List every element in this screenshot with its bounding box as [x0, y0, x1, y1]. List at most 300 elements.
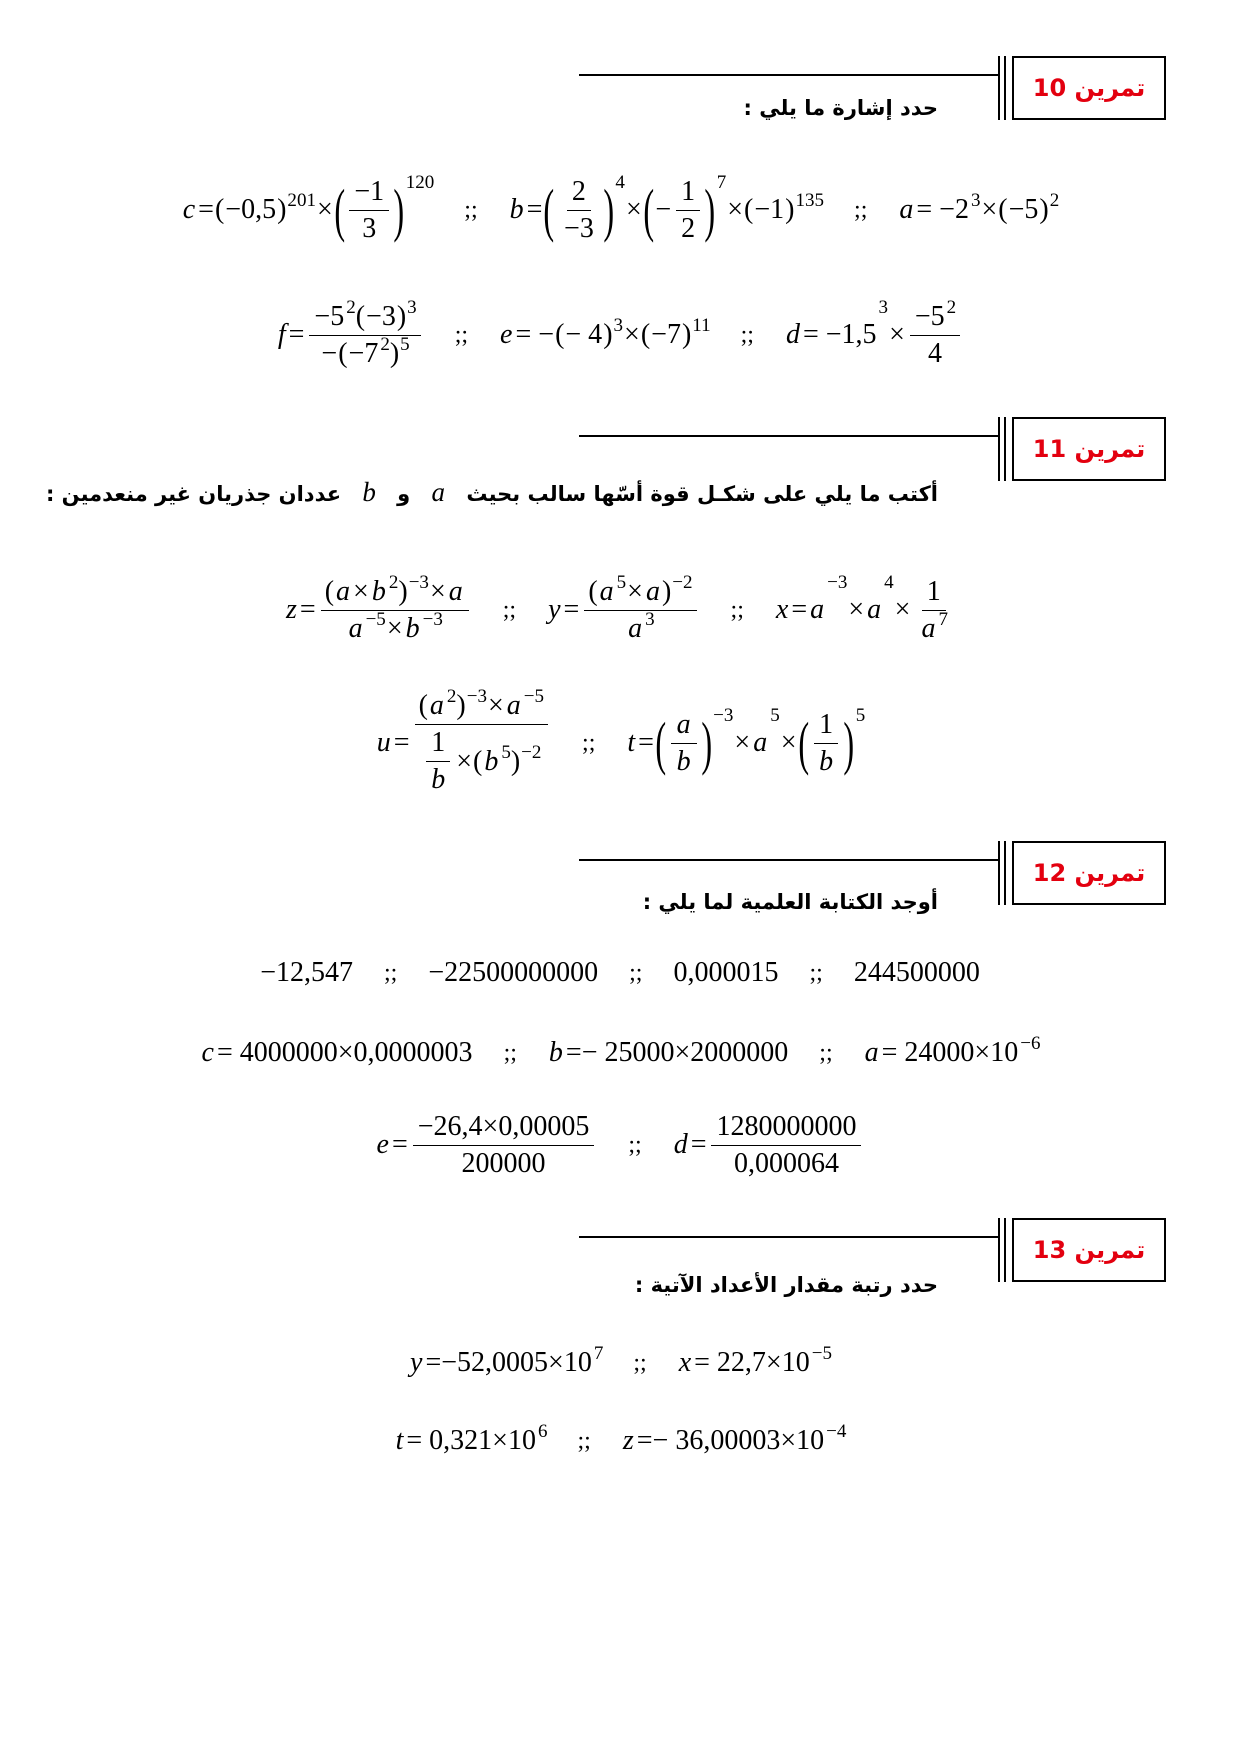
- exponent: 2: [388, 571, 399, 593]
- math-text: ×: [627, 575, 643, 607]
- exercise-10-instruction: حدد إشارة ما يلي :: [743, 96, 938, 120]
- group-content: [334, 571, 399, 608]
- fraction: [309, 296, 420, 370]
- divider-bar: [998, 56, 1000, 120]
- math-row: [0, 688, 1240, 798]
- math-variable: b: [431, 764, 446, 795]
- math-expression: [508, 171, 825, 245]
- math-text: −3: [366, 300, 396, 332]
- exponent: 5: [501, 741, 511, 763]
- group-content: [365, 301, 397, 333]
- exponent: −2: [672, 571, 693, 593]
- numerator: [426, 727, 450, 762]
- math-variable: b: [548, 1037, 563, 1068]
- left-paren: (: [338, 337, 348, 369]
- math-variable: b: [676, 745, 691, 777]
- fraction: [915, 576, 952, 645]
- math-text: = 24000×10: [881, 1037, 1019, 1068]
- exponent: 11: [692, 315, 711, 337]
- math-variable: a: [336, 575, 351, 607]
- exponent: 135: [795, 190, 825, 212]
- exponent: 7: [938, 608, 948, 630]
- math-text: =: [393, 727, 410, 758]
- denominator: [559, 211, 599, 245]
- math-row: [0, 950, 1240, 996]
- exercise-title: تمرين 11: [1012, 417, 1166, 481]
- math-expression: [259, 957, 354, 989]
- denominator: [425, 762, 451, 796]
- exponent: −3: [827, 571, 848, 593]
- math-text: ×: [624, 319, 640, 350]
- denominator: [357, 211, 381, 245]
- denominator: [622, 608, 659, 645]
- parenthesized-group: [473, 741, 542, 778]
- math-text: =: [638, 727, 654, 758]
- left-paren: (: [998, 194, 1008, 225]
- math-variable: a: [864, 1037, 879, 1068]
- left-paren: (: [640, 319, 651, 350]
- math-row: [0, 1030, 1240, 1076]
- math-row: [0, 1105, 1240, 1185]
- fraction: [584, 571, 696, 645]
- math-text: = 22,7×10: [694, 1347, 810, 1378]
- exponent: −5: [811, 1343, 832, 1365]
- math-text: −7: [348, 337, 379, 369]
- exponent: 6: [537, 1421, 548, 1443]
- fraction: [711, 1111, 861, 1180]
- math-text: =− 36,00003×10: [636, 1425, 825, 1456]
- math-variable: b: [819, 745, 834, 777]
- math-expression: [200, 1037, 474, 1069]
- separator: ;;: [454, 321, 469, 348]
- instruction-text: و: [397, 482, 411, 506]
- exponent: 4: [884, 571, 894, 593]
- math-row: [0, 560, 1240, 660]
- exercise-title: تمرين 10: [1012, 56, 1166, 120]
- exponent: −4: [826, 1421, 847, 1443]
- parenthesized-group: [214, 190, 316, 226]
- numerator: [671, 709, 697, 744]
- exponent: −2: [521, 741, 542, 763]
- parenthesized-group: [744, 190, 825, 226]
- math-row: [0, 1340, 1240, 1386]
- math-variable: a: [810, 594, 825, 625]
- math-variable: u: [376, 727, 391, 758]
- math-expression: [427, 957, 599, 989]
- math-text: ×: [981, 194, 998, 225]
- right-paren: ): [398, 575, 408, 607]
- parenthesized-group: [543, 171, 625, 245]
- exponent: 3: [878, 296, 889, 318]
- parenthesized-group: [588, 571, 693, 608]
- left-paren: (: [643, 177, 654, 243]
- math-text: −: [655, 194, 672, 225]
- math-text: 1: [819, 708, 834, 740]
- fraction: [321, 571, 469, 645]
- left-paren: (: [588, 575, 598, 607]
- exercise-11-instruction: [46, 477, 938, 508]
- math-variable: y: [548, 594, 561, 625]
- math-text: −5: [1008, 194, 1039, 225]
- exponent: 7: [716, 171, 727, 193]
- numerator: [814, 709, 838, 744]
- math-text: ×: [456, 745, 472, 777]
- math-expression: [284, 571, 473, 645]
- left-paren: (: [214, 194, 225, 225]
- parenthesized-group: [418, 686, 487, 722]
- math-variable: e: [500, 319, 513, 350]
- parenthesized-group: [338, 333, 410, 370]
- math-text: =: [391, 1129, 408, 1160]
- divider-bar: [1004, 841, 1006, 905]
- exponent: 2: [346, 296, 356, 318]
- numerator: [309, 296, 420, 336]
- parenthesized-group: [998, 190, 1060, 226]
- exercise-13-header: [0, 1218, 1240, 1282]
- left-paren: (: [418, 690, 428, 721]
- fraction: [559, 176, 599, 245]
- math-expression: [863, 1033, 1041, 1069]
- math-text: ×: [429, 575, 446, 607]
- math-variable: a: [645, 575, 660, 607]
- fraction: [813, 709, 839, 778]
- math-text: 1: [681, 175, 696, 207]
- separator: ;;: [502, 596, 517, 623]
- group-content: [598, 571, 662, 608]
- math-variable: b: [509, 194, 524, 225]
- denominator: [457, 1146, 551, 1180]
- separator: ;;: [730, 596, 744, 623]
- math-text: −1: [354, 175, 385, 207]
- group-content: [345, 176, 393, 245]
- math-text: 0,000064: [733, 1147, 839, 1179]
- denominator: [729, 1146, 844, 1180]
- exercise-title: تمرين 13: [1012, 1218, 1166, 1282]
- divider-line: [579, 1236, 998, 1238]
- separator: ;;: [383, 959, 398, 986]
- group-content: [809, 709, 843, 778]
- left-paren: (: [543, 177, 555, 243]
- parenthesized-group: [655, 704, 734, 778]
- fraction: [676, 176, 700, 245]
- math-variable: c: [182, 194, 196, 225]
- right-paren: ): [704, 177, 716, 243]
- fraction: [413, 1111, 595, 1180]
- separator: ;;: [464, 196, 478, 223]
- exponent: 4: [615, 171, 625, 193]
- group-content: [753, 194, 785, 226]
- math-expression: [677, 1343, 832, 1379]
- math-text: =: [563, 594, 580, 625]
- group-content: [564, 319, 603, 351]
- exponent: 2: [1049, 190, 1060, 212]
- math-text: 2: [571, 175, 586, 207]
- math-text: −5: [914, 300, 945, 332]
- exponent: 3: [645, 608, 655, 630]
- math-text: =: [791, 594, 808, 625]
- left-paren: (: [555, 319, 565, 350]
- math-text: ×: [734, 727, 751, 758]
- math-variable: d: [785, 319, 800, 350]
- math-variable: b: [405, 612, 420, 644]
- denominator: [923, 336, 947, 370]
- math-variable: a: [448, 575, 463, 607]
- math-text: =: [690, 1129, 707, 1160]
- math-text: −1: [754, 194, 785, 225]
- math-text: =: [198, 194, 214, 225]
- separator: ;;: [628, 1131, 642, 1158]
- group-content: [654, 176, 704, 245]
- left-paren: (: [655, 710, 667, 776]
- math-text: ×: [625, 194, 642, 225]
- fraction: [671, 709, 697, 778]
- divider-line: [579, 74, 998, 76]
- exponent: 5: [770, 704, 780, 726]
- right-paren: ): [389, 337, 400, 369]
- exponent: −3: [466, 686, 487, 708]
- parenthesized-group: [355, 296, 417, 333]
- math-text: 1280000000: [716, 1110, 857, 1142]
- math-variable: a: [921, 612, 936, 644]
- math-text: ×: [316, 194, 333, 225]
- group-content: [667, 709, 701, 778]
- math-expression: [394, 1421, 548, 1457]
- denominator: [915, 608, 952, 645]
- right-paren: ): [1039, 194, 1049, 225]
- separator: ;;: [503, 1039, 517, 1066]
- math-expression: [181, 171, 435, 245]
- math-expression: [625, 704, 866, 778]
- math-text: = 4000000×0,0000003: [216, 1037, 473, 1068]
- right-paren: ): [700, 710, 712, 776]
- fraction: [349, 176, 389, 245]
- math-variable: e: [376, 1129, 389, 1160]
- numerator: [676, 176, 700, 211]
- math-text: ×: [727, 194, 744, 225]
- math-expression: [774, 571, 956, 645]
- math-text: ×: [894, 594, 911, 625]
- math-text: −5: [314, 300, 345, 332]
- right-paren: ): [843, 710, 855, 776]
- separator: ;;: [854, 196, 868, 223]
- separator: ;;: [740, 321, 754, 348]
- math-text: 1: [431, 727, 446, 758]
- right-paren: ): [396, 300, 407, 332]
- exponent: 7: [593, 1343, 604, 1365]
- divider-line: [579, 435, 998, 437]
- math-expression: [672, 1111, 866, 1180]
- separator: ;;: [633, 1349, 647, 1376]
- math-text: − 4: [565, 319, 603, 350]
- exponent: 120: [405, 171, 435, 193]
- math-variable: c: [201, 1037, 214, 1068]
- exponent: 5: [855, 704, 866, 726]
- math-expression: [375, 1111, 599, 1180]
- math-text: =: [288, 319, 305, 350]
- group-content: [482, 741, 511, 778]
- left-paren: (: [744, 194, 754, 225]
- left-paren: (: [334, 177, 345, 243]
- math-text: = −1,5: [802, 319, 877, 350]
- numerator: [910, 296, 960, 336]
- group-content: [555, 176, 603, 245]
- exponent: −5: [365, 608, 386, 630]
- denominator: [676, 211, 700, 245]
- left-paren: (: [324, 575, 335, 607]
- math-expression: [547, 1037, 789, 1069]
- math-text: 3: [362, 212, 377, 244]
- exponent: −6: [1020, 1033, 1041, 1055]
- divider-bar: [998, 841, 1000, 905]
- exponent: 3: [970, 190, 981, 212]
- math-expression: [897, 190, 1060, 226]
- math-text: −12,547: [260, 957, 353, 988]
- left-paren: (: [473, 745, 483, 777]
- math-variable: t: [627, 727, 636, 758]
- exercise-13-instruction: حدد رتبة مقدار الأعداد الآتية :: [634, 1273, 938, 1297]
- group-content: [224, 194, 277, 226]
- math-text: 200000: [461, 1147, 546, 1179]
- exponent: −3: [422, 608, 443, 630]
- math-variable: z: [622, 1425, 634, 1456]
- group-content: [1008, 194, 1040, 226]
- parenthesized-group: [643, 171, 727, 245]
- separator: ;;: [629, 959, 643, 986]
- exponent: 3: [613, 315, 624, 337]
- math-variable: a: [429, 690, 444, 721]
- exponent: 2: [380, 333, 390, 355]
- math-text: −: [321, 337, 338, 369]
- fraction: [425, 727, 451, 796]
- math-text: =: [526, 194, 543, 225]
- exponent: 3: [407, 296, 417, 318]
- variable-a: a: [431, 477, 446, 507]
- numerator: [584, 571, 696, 611]
- group-content: [428, 686, 457, 722]
- numerator: [321, 571, 469, 611]
- math-text: −22500000000: [428, 957, 599, 988]
- denominator: [671, 744, 697, 778]
- fraction: [415, 686, 548, 796]
- instruction-text: أكتب ما يلي على شكـل قوة أسّها سالب بحيث: [466, 482, 938, 506]
- math-expression: [546, 571, 700, 645]
- math-variable: a: [676, 708, 691, 740]
- math-variable: z: [286, 594, 297, 625]
- math-text: ×: [848, 594, 865, 625]
- math-variable: a: [867, 594, 882, 625]
- math-row: [0, 1418, 1240, 1464]
- math-text: =: [299, 594, 316, 625]
- exponent: −3: [408, 571, 429, 593]
- separator: ;;: [582, 729, 596, 756]
- math-variable: a: [628, 612, 643, 644]
- math-text: = −: [515, 319, 555, 350]
- exponent: −3: [713, 704, 734, 726]
- math-text: ×: [488, 690, 504, 721]
- instruction-text: عددان جذريان غير منعدمين :: [45, 482, 342, 506]
- separator: ;;: [577, 1427, 591, 1454]
- right-paren: ): [456, 690, 466, 721]
- denominator: [343, 608, 447, 645]
- divider-bar: [998, 417, 1000, 481]
- exponent: 2: [446, 686, 457, 708]
- variable-b: b: [362, 477, 376, 507]
- math-text: 4: [928, 337, 943, 369]
- parenthesized-group: [640, 315, 711, 351]
- right-paren: ): [661, 575, 672, 607]
- math-text: = −2: [916, 194, 969, 225]
- left-paren: (: [355, 300, 366, 332]
- divider-bar: [1004, 417, 1006, 481]
- math-variable: a: [348, 612, 363, 644]
- exercise-11-header: [0, 417, 1240, 481]
- divider-bar: [998, 1218, 1000, 1282]
- exercise-12-header: [0, 841, 1240, 905]
- numerator: [415, 686, 548, 725]
- denominator: [316, 333, 413, 370]
- math-variable: t: [395, 1425, 404, 1456]
- numerator: [922, 576, 946, 611]
- math-variable: b: [371, 575, 386, 607]
- right-paren: ): [603, 177, 615, 243]
- right-paren: ): [785, 194, 795, 225]
- parenthesized-group: [555, 315, 624, 351]
- math-text: 1: [926, 575, 941, 607]
- right-paren: ): [603, 319, 613, 350]
- math-text: −0,5: [225, 194, 277, 225]
- denominator: [813, 744, 839, 778]
- math-expression: [672, 957, 779, 989]
- group-content: [650, 319, 682, 351]
- math-text: ×: [889, 319, 905, 350]
- divider-bar: [1004, 56, 1006, 120]
- right-paren: ): [277, 194, 287, 225]
- parenthesized-group: [334, 171, 435, 245]
- exercise-10-header: [0, 56, 1240, 120]
- right-paren: ): [510, 745, 521, 777]
- exponent: 5: [616, 571, 627, 593]
- math-variable: a: [599, 575, 614, 607]
- math-expression: [408, 1343, 604, 1379]
- math-expression: [498, 315, 711, 351]
- math-text: ×: [386, 612, 403, 644]
- math-variable: b: [484, 745, 499, 777]
- math-expression: [853, 957, 981, 989]
- math-variable: d: [673, 1129, 688, 1160]
- exponent: −5: [523, 686, 545, 708]
- math-text: ×: [353, 575, 369, 607]
- math-text: 0,000015: [673, 957, 779, 988]
- math-variable: x: [678, 1347, 692, 1378]
- numerator: [349, 176, 389, 211]
- math-variable: x: [775, 594, 789, 625]
- math-variable: a: [753, 727, 768, 758]
- group-content: [348, 333, 390, 370]
- numerator: [567, 176, 591, 211]
- math-text: =−52,0005×10: [425, 1347, 592, 1378]
- math-text: = 0,321×10: [406, 1425, 536, 1456]
- exercise-12-instruction: أوجد الكتابة العلمية لما يلي :: [642, 890, 938, 914]
- separator: ;;: [819, 1039, 833, 1066]
- parenthesized-group: [324, 571, 429, 608]
- exercise-title: تمرين 12: [1012, 841, 1166, 905]
- math-variable: a: [899, 194, 914, 225]
- numerator: [413, 1111, 595, 1146]
- math-row: [0, 171, 1240, 244]
- right-paren: ): [393, 177, 405, 243]
- denominator: [417, 725, 545, 796]
- math-expression: [784, 296, 964, 370]
